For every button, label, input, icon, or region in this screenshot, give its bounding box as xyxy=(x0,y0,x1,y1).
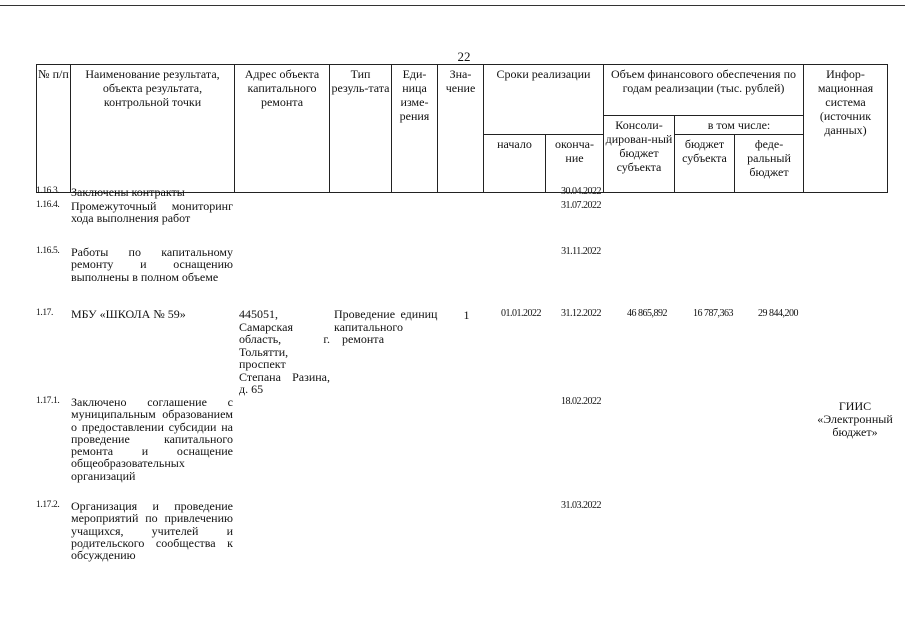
header-value: Зна-чение xyxy=(438,65,484,193)
header-info-system: Инфор-мационная система (источник данных) xyxy=(804,65,888,193)
row-num: 1.16.3. xyxy=(36,186,60,196)
row-name: Организация и проведение мероприятий по привлечению учащихся, учителей и родительского сообщества к обсуждению xyxy=(71,499,233,563)
row-address: 445051, Самарская область, г. Тольятти, проспект Степана Разина, д. 65 xyxy=(239,307,330,396)
header-federal: феде-ральный бюджет xyxy=(735,135,804,193)
row-num: 1.17. xyxy=(36,308,54,318)
row-consolidated: 46 865,892 xyxy=(627,308,667,319)
row-end-date: 31.11.2022 xyxy=(561,246,601,257)
row-name: Промежуточный мониторинг хода выполнения работ xyxy=(71,199,233,226)
row-type: Проведение капитального ремонта xyxy=(334,307,403,346)
header-terms: Сроки реализации xyxy=(484,65,604,135)
row-num: 1.17.1. xyxy=(36,396,60,406)
header-finance: Объем финансового обеспечения по годам реализации (тыс. рублей) xyxy=(604,65,804,116)
header-term-start: начало xyxy=(484,135,546,193)
header-unit: Еди-ница изме-рения xyxy=(392,65,438,193)
header-regional: бюджет субъекта xyxy=(675,135,735,193)
row-end-date: 31.07.2022 xyxy=(561,200,601,211)
row-end-date: 31.03.2022 xyxy=(561,500,601,511)
row-end-date: 30.04.2022 xyxy=(561,186,601,197)
row-federal: 29 844,200 xyxy=(758,308,798,319)
header-address: Адрес объекта капитального ремонта xyxy=(235,65,330,193)
row-name: Заключены контракты xyxy=(71,185,185,199)
header-term-end: оконча-ние xyxy=(546,135,604,193)
row-num: 1.17.2. xyxy=(36,500,60,510)
row-unit: единиц xyxy=(400,307,438,321)
row-value: 1 xyxy=(463,308,470,322)
header-type: Тип резуль-тата xyxy=(330,65,392,193)
page-number: 22 xyxy=(457,49,471,64)
row-end-date: 18.02.2022 xyxy=(561,396,601,407)
table-body xyxy=(36,186,896,586)
header-name: Наименование результата, объекта результата, контрольной точки xyxy=(71,65,235,193)
row-info-system: ГИИС «Электронный бюджет» xyxy=(817,399,893,439)
header-num: № п/п xyxy=(37,65,71,193)
row-num: 1.16.5. xyxy=(36,246,60,256)
header-consolidated: Консоли-дирован-ный бюджет субъекта xyxy=(604,116,675,193)
row-start-date: 01.01.2022 xyxy=(501,308,541,319)
scan-edge-line xyxy=(0,5,905,6)
row-end-date: 31.12.2022 xyxy=(561,308,601,319)
table-header xyxy=(36,64,888,193)
row-name: МБУ «ШКОЛА № 59» xyxy=(71,307,186,321)
row-name: Работы по капитальному ремонту и оснащению выполнены в полном объеме xyxy=(71,245,233,284)
row-regional: 16 787,363 xyxy=(693,308,733,319)
row-num: 1.16.4. xyxy=(36,200,60,210)
row-name: Заключено соглашение с муниципальным образованием о предоставлении субсидии на проведение капитального ремонта и оснащение общеобразовательных организаций xyxy=(71,395,233,483)
header-including: в том числе: xyxy=(675,116,804,135)
